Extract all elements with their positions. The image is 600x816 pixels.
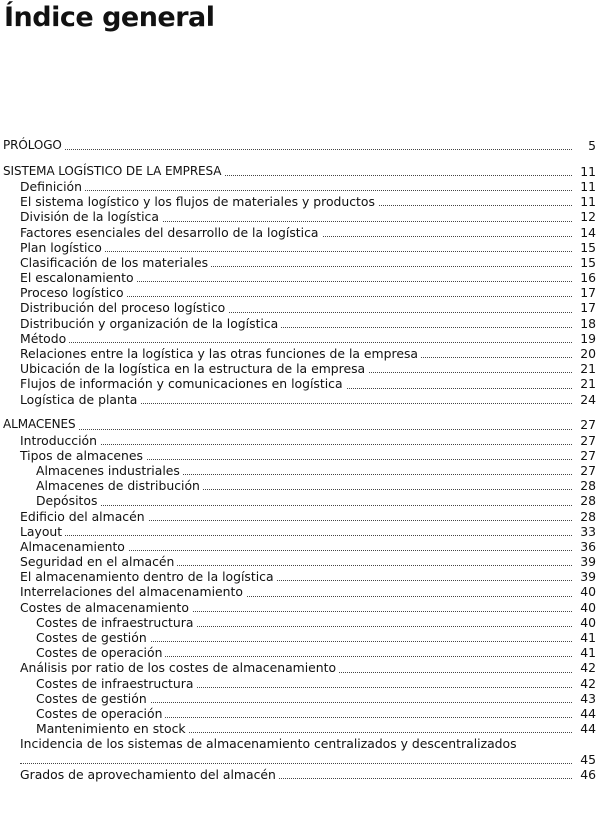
toc-entry-title: Relaciones entre la logística y las otras funciones de la empresa xyxy=(20,346,421,361)
toc-page-number: 28 xyxy=(572,493,596,508)
toc-subsection-row xyxy=(0,721,600,736)
toc-section-row xyxy=(0,376,600,391)
dot-leader xyxy=(3,428,574,430)
toc-entry-title: El escalonamiento xyxy=(20,270,137,285)
toc-page-number: 20 xyxy=(572,346,596,361)
toc-entry-title: Ubicación de la logística en la estructura de la empresa xyxy=(20,361,368,376)
toc-entry-title: Depósitos xyxy=(36,493,100,508)
toc-page-number: 11 xyxy=(572,164,596,179)
toc-entry-title: Distribución del proceso logístico xyxy=(20,300,228,315)
toc-subsection-row xyxy=(0,691,600,706)
toc-section-row xyxy=(0,539,600,554)
toc-subsection-row xyxy=(0,478,600,493)
toc-page-number: 27 xyxy=(572,433,596,448)
toc-section-row xyxy=(0,300,600,315)
toc-entry-title: Interrelaciones del almacenamiento xyxy=(20,584,246,599)
toc-entry-title: ALMACENES xyxy=(3,417,78,432)
toc-entry-title: Flujos de información y comunicaciones en logística xyxy=(20,376,346,391)
toc-page-number: 11 xyxy=(572,194,596,209)
toc-page-number: 27 xyxy=(572,417,596,432)
toc-page-number: 21 xyxy=(572,376,596,391)
toc-entry-title: Clasificación de los materiales xyxy=(20,255,211,270)
toc-section-row xyxy=(0,255,600,270)
toc-section-row xyxy=(0,524,600,539)
toc-entry-title: Almacenes industriales xyxy=(36,463,183,478)
toc-page-number: 40 xyxy=(572,600,596,615)
toc-chapter-row xyxy=(0,164,600,179)
toc-subsection-row xyxy=(0,615,600,630)
toc-subsection-row xyxy=(0,463,600,478)
toc-page-number: 45 xyxy=(572,752,596,767)
toc-page-number: 36 xyxy=(572,539,596,554)
toc-page-number: 39 xyxy=(572,569,596,584)
toc-entry-title: SISTEMA LOGÍSTICO DE LA EMPRESA xyxy=(3,164,224,179)
toc-subsection-row xyxy=(0,676,600,691)
toc-entry-title: Costes de gestión xyxy=(36,691,150,706)
toc-page-number: 44 xyxy=(572,706,596,721)
toc-entry-title: Incidencia de los sistemas de almacenamiento centralizados y descentralizados xyxy=(20,736,543,751)
toc-page-number: 5 xyxy=(572,138,596,153)
toc-entry-title: Definición xyxy=(20,179,85,194)
toc-entry-title: Distribución y organización de la logística xyxy=(20,316,281,331)
toc-section-row xyxy=(0,194,600,209)
toc-page-number: 43 xyxy=(572,691,596,706)
toc-page-number: 41 xyxy=(572,630,596,645)
toc-chapter-row xyxy=(0,417,600,432)
toc-subsection-row xyxy=(0,493,600,508)
toc-page-number: 19 xyxy=(572,331,596,346)
toc-entry-title: Grados de aprovechamiento del almacén xyxy=(20,767,279,782)
toc-page-number: 17 xyxy=(572,285,596,300)
page-title: Índice general xyxy=(4,2,215,33)
toc-section-row xyxy=(0,509,600,524)
toc-page-number: 27 xyxy=(572,448,596,463)
toc-entry-title: División de la logística xyxy=(20,209,162,224)
toc-section-row xyxy=(0,331,600,346)
toc-section-row xyxy=(0,584,600,599)
toc-section-row xyxy=(0,660,600,675)
toc-entry-title: Seguridad en el almacén xyxy=(20,554,177,569)
toc-page-number: 18 xyxy=(572,316,596,331)
toc-entry-title: Mantenimiento en stock xyxy=(36,721,189,736)
toc-section-row xyxy=(0,225,600,240)
toc-entry-title: Edificio del almacén xyxy=(20,509,148,524)
toc-section-row xyxy=(0,285,600,300)
toc-page-number: 39 xyxy=(572,554,596,569)
dot-leader xyxy=(20,443,574,445)
toc-entry-title: Costes de gestión xyxy=(36,630,150,645)
dot-leader xyxy=(20,762,574,764)
dot-leader xyxy=(20,341,574,343)
toc-subsection-row xyxy=(0,630,600,645)
dot-leader xyxy=(20,189,574,191)
toc-page-number: 27 xyxy=(572,463,596,478)
toc-section-row xyxy=(0,209,600,224)
toc-entry-title: Tipos de almacenes xyxy=(20,448,146,463)
toc-subsection-row xyxy=(0,645,600,660)
toc-page-number: 24 xyxy=(572,392,596,407)
table-of-contents xyxy=(0,138,600,782)
dot-leader xyxy=(36,504,574,506)
toc-page-number: 28 xyxy=(572,478,596,493)
toc-section-row xyxy=(0,433,600,448)
toc-page-number: 17 xyxy=(572,300,596,315)
toc-entry-title: El sistema logístico y los flujos de materiales y productos xyxy=(20,194,378,209)
toc-page-number: 16 xyxy=(572,270,596,285)
toc-page-number: 44 xyxy=(572,721,596,736)
toc-entry-title: Análisis por ratio de los costes de almacenamiento xyxy=(20,660,339,675)
toc-page-number: 28 xyxy=(572,509,596,524)
toc-section-row xyxy=(0,361,600,376)
toc-entry-title: PRÓLOGO xyxy=(3,138,65,153)
toc-page-number: 46 xyxy=(572,767,596,782)
toc-entry-title: Costes de infraestructura xyxy=(36,676,196,691)
toc-entry-title: Logística de planta xyxy=(20,392,140,407)
toc-entry-title: Costes de operación xyxy=(36,706,165,721)
toc-page-number: 15 xyxy=(572,255,596,270)
toc-section-row xyxy=(0,448,600,463)
toc-section-row xyxy=(0,346,600,361)
toc-section-row xyxy=(0,240,600,255)
toc-chapter-row xyxy=(0,138,600,153)
toc-entry-title: Almacenamiento xyxy=(20,539,128,554)
toc-entry-title: Método xyxy=(20,331,69,346)
toc-entry-title: Costes de operación xyxy=(36,645,165,660)
toc-section-row xyxy=(0,392,600,407)
toc-entry-title: Proceso logístico xyxy=(20,285,127,300)
toc-entry-title: Layout xyxy=(20,524,65,539)
toc-page-number: 12 xyxy=(572,209,596,224)
toc-section-row xyxy=(0,569,600,584)
toc-entry-title: Factores esenciales del desarrollo de la logística xyxy=(20,225,322,240)
toc-entry-title: Plan logístico xyxy=(20,240,105,255)
toc-page-number: 15 xyxy=(572,240,596,255)
toc-section-row xyxy=(0,179,600,194)
toc-section-row xyxy=(0,600,600,615)
toc-page-number: 40 xyxy=(572,584,596,599)
dot-leader xyxy=(3,148,574,150)
toc-section-row xyxy=(0,554,600,569)
toc-entry-title: Costes de almacenamiento xyxy=(20,600,192,615)
toc-section-row xyxy=(0,270,600,285)
toc-page-number: 21 xyxy=(572,361,596,376)
toc-entry-title: Costes de infraestructura xyxy=(36,615,196,630)
toc-entry-title: Almacenes de distribución xyxy=(36,478,203,493)
toc-page-number: 40 xyxy=(572,615,596,630)
toc-page-number: 33 xyxy=(572,524,596,539)
toc-entry-title: El almacenamiento dentro de la logística xyxy=(20,569,277,584)
toc-entry-title: Introducción xyxy=(20,433,100,448)
toc-section-row xyxy=(0,736,600,766)
toc-page-number: 14 xyxy=(572,225,596,240)
toc-section-row xyxy=(0,767,600,782)
toc-page-number: 11 xyxy=(572,179,596,194)
dot-leader xyxy=(20,534,574,536)
toc-subsection-row xyxy=(0,706,600,721)
toc-page-number: 41 xyxy=(572,645,596,660)
toc-section-row xyxy=(0,316,600,331)
toc-page-number: 42 xyxy=(572,676,596,691)
toc-page-number: 42 xyxy=(572,660,596,675)
